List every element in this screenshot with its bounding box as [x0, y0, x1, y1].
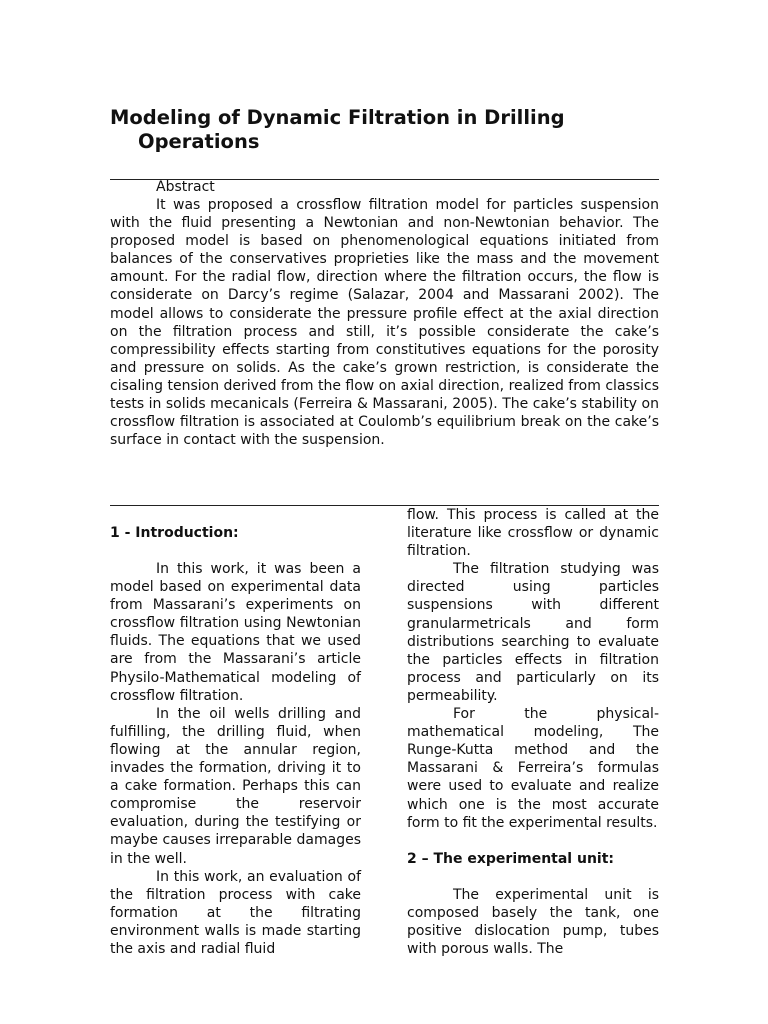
intro-paragraph-1: In this work, it was been a model based on experimental data from Massarani’s experiments on crossflow filtration using Newtonian fluids. The equations that we used are from the Massarani’s article Physilo-Mathematical modeling of crossflow filtration. [110, 561, 361, 704]
intro-paragraph-3-continued: flow. This process is called at the literature like crossflow or dynamic filtration. [407, 507, 659, 560]
document-title [110, 106, 670, 154]
intro-paragraph-3: In this work, an evaluation of the filtration process with cake formation at the filtrating environment walls is made starting the axis and radial fluid [110, 868, 361, 957]
intro-paragraph-2: In the oil wells drilling and fulfilling, the drilling fluid, when flowing at the annular region, invades the formation, driving it to a cake formation. Perhaps this can compromise the reservoir evaluation, during the testifying or maybe causes irreparable damages in the well. [110, 705, 361, 867]
experimental-paragraph-1: The experimental unit is composed basely the tank, one positive dislocation pump, tubes with porous walls. The [407, 886, 659, 957]
left-column [110, 524, 361, 958]
intro-paragraph-5: For the physical-mathematical modeling, The Runge-Kutta method and the Massarani & Ferreira’s formulas were used to evaluate and realize which one is the most accurate form to fit the experimental results. [407, 706, 659, 831]
intro-paragraph-4: The filtration studying was directed using particles suspensions with different granularmetricals and form distributions searching to evaluate the particles effects in filtration process and particularly on its permeability. [407, 561, 659, 704]
title-line-1: Modeling of Dynamic Filtration in Drilling [110, 106, 565, 129]
section-2-heading: 2 – The experimental unit: [407, 850, 615, 867]
right-column [407, 506, 659, 958]
section-1-heading: 1 - Introduction: [110, 525, 239, 541]
title-line-2: Operations [138, 130, 260, 153]
abstract-heading: Abstract [156, 179, 215, 195]
abstract-text: It was proposed a crossflow filtration model for particles suspension with the fluid presenting a Newtonian and non-Newtonian behavior. The proposed model is based on phenomenological equations initiated from balances of the conservatives proprieties like the mass and the movement amount. For the radial flow, direction where the filtration occurs, the flow is considerate on Darcy’s regime (Salazar, 2004 and Massarani 2002). The model allows to considerate the pressure profile effect at the axial direction on the filtration process and still, it’s possible considerate the cake’s compressibility effects starting from constitutives equations for the porosity and pressure on solids. As the cake’s grown restriction, is considerate the cisaling tension derived from the flow on axial direction, realized from classics tests in solids mecanicals (Ferreira & Massarani, 2005). The cake’s stability on crossflow filtration is associated at Coulomb’s equilibrium break on the cake’s surface in contact with the suspension. [110, 197, 659, 449]
